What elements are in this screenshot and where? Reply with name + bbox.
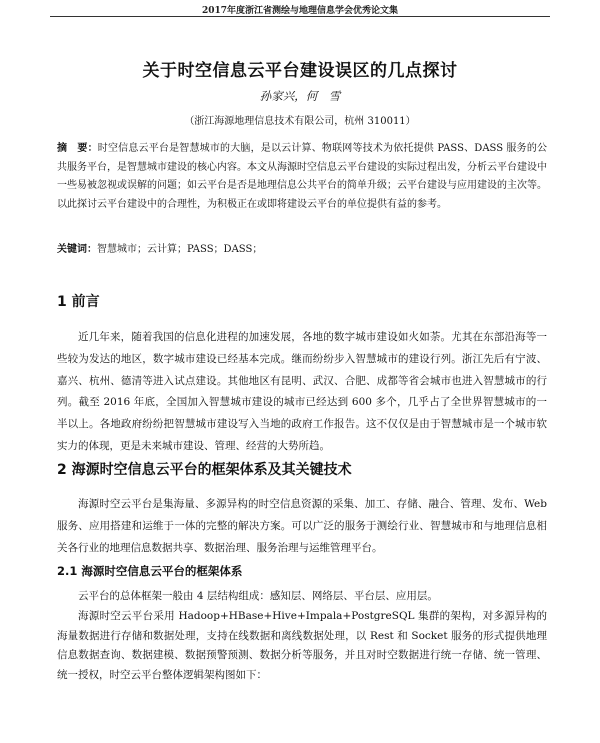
abstract-text: 时空信息云平台是智慧城市的大脑，是以云计算、物联网等技术为依托提供 PASS、DASS 服务的公共服务平台，是智慧城市建设的核心内容。本文从海源时空信息云平台建设的实际过程出发，分析云平台建设中一些易被忽视或误解的问题；如云平台是否是地理信息公共平台的简单升级；云平台建设与应用建设的主次等。以此探讨云平台建设中的合理性，为积极正在或即将建设云平台的单位提供有益的参考。: [57, 143, 548, 210]
architecture-paragraph: 海源时空云平台采用 Hadoop+HBase+Hive+Impala+PostgreSQL 集群的架构，对多源异构的海量数据进行存储和数据处理，支持在线数据和离线数据处理，以 Rest 和 Socket 服务的形式提供地理信息数据查询、数据建模、数据预警预测、数据分析等服务，并且对时空数据进行统一存储、统一管理、统一授权，时空云平台整体逻辑架构图如下：: [57, 610, 547, 681]
authors: 孙家兴，何 雪: [259, 89, 341, 103]
keywords: [57, 242, 547, 258]
running-header: 2017年度浙江省测绘与地理信息学会优秀论文集: [201, 6, 399, 16]
keywords-text: 智慧城市；云计算；PASS；DASS；: [97, 244, 263, 255]
intro-paragraph: 近几年来，随着我国的信息化进程的加速发展，各地的数字城市建设如火如荼。尤其在东部沿海等一些较为发达的地区，数字城市建设已经基本完成。继而纷纷步入智慧城市的建设行列。浙江先后有宁波、嘉兴、杭州、德清等进入试点建设。其他地区有昆明、武汉、合肥、成都等省会城市也进入智慧城市的行列。截至 2016 年底，全国加入智慧城市建设的城市已经达到 600 多个，几乎占了全世界智慧城市的一半以上。各地政府纷纷把智慧城市建设写入当地的政府工作报告。这不仅仅是由于智慧城市是一个城市软实力的体现，更是未来城市建设、管理、经营的大势所趋。: [57, 331, 547, 452]
affiliation: （浙江海源地理信息技术有限公司，杭州 310011）: [184, 116, 416, 127]
subsection-heading-framework-system: 2.1 海源时空信息云平台的框架体系: [57, 564, 243, 578]
layers-paragraph: 云平台的总体框架一般由 4 层结构组成：感知层、网络层、平台层、应用层。: [78, 590, 438, 602]
keywords-label: 关键词：: [57, 244, 97, 255]
header-rule: [50, 16, 550, 17]
paper-title: 关于时空信息云平台建设误区的几点探讨: [142, 61, 458, 81]
section-heading-intro: 1 前言: [57, 294, 100, 310]
abstract: [57, 140, 547, 214]
abstract-label: 摘 要：: [57, 143, 98, 154]
section-heading-framework: 2 海源时空信息云平台的框架体系及其关键技术: [57, 462, 352, 478]
framework-paragraph: 海源时空云平台是集海量、多源异构的时空信息资源的采集、加工、存储、融合、管理、发布、Web 服务、应用搭建和运维于一体的完整的解决方案。可以广泛的服务于测绘行业、智慧城市和与地理信息相关各行业的地理信息数据共享、数据治理、服务治理与运维管理平台。: [57, 498, 547, 554]
